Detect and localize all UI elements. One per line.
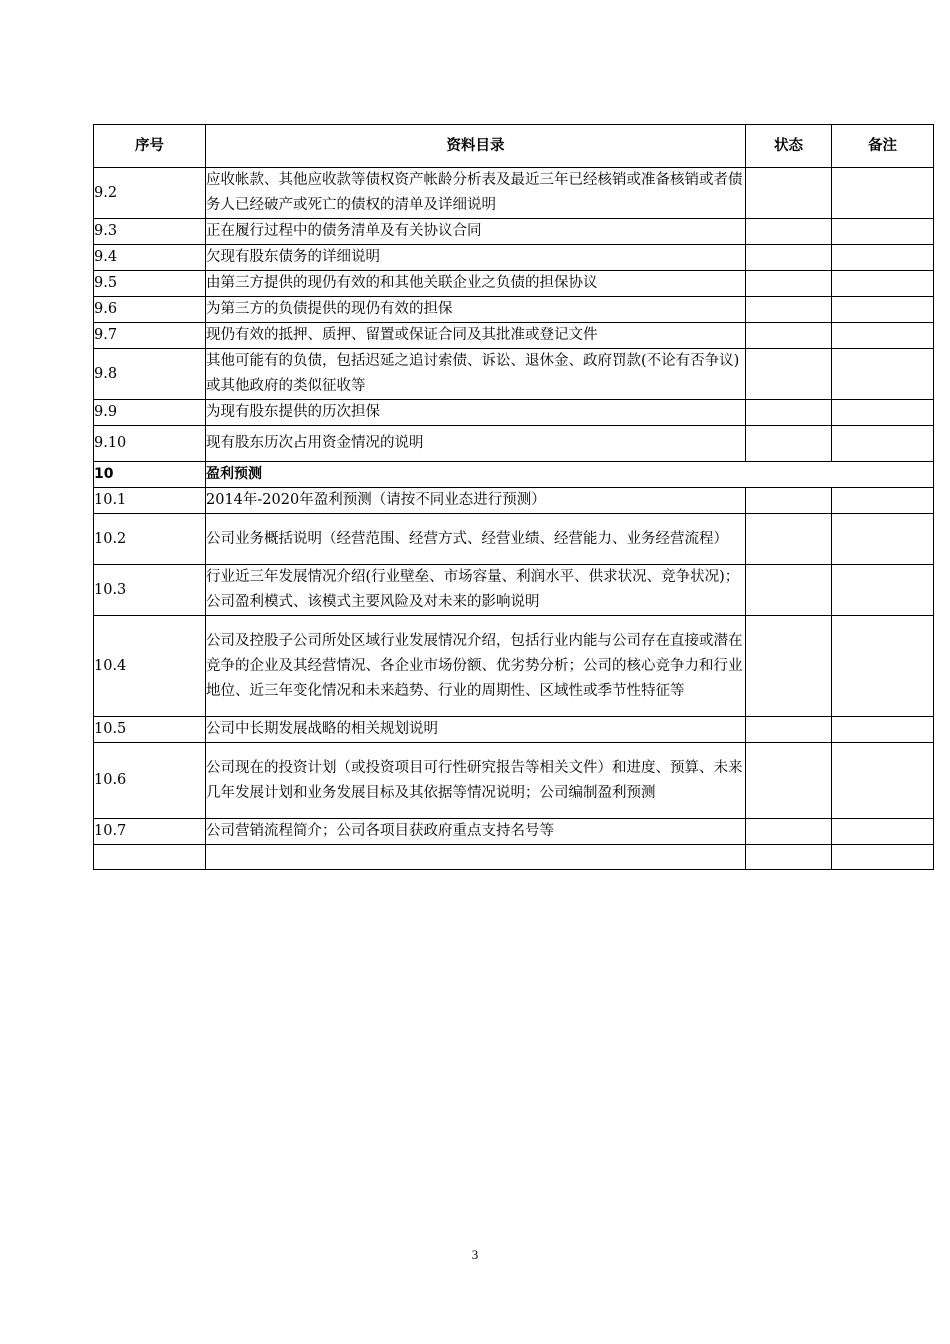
row-text: [206, 845, 746, 870]
row-status: [746, 426, 832, 462]
row-text: 为第三方的负债提供的现仍有效的担保: [206, 297, 746, 323]
row-text: 公司现在的投资计划（或投资项目可行性研究报告等相关文件）和进度、预算、未来几年发展计划和业务发展目标及其依据等情况说明；公司编制盈利预测: [206, 743, 746, 819]
header-title: 资料目录: [206, 125, 746, 168]
row-num: 10.1: [94, 488, 206, 514]
row-status: [746, 717, 832, 743]
row-status: [746, 245, 832, 271]
row-text: 现有股东历次占用资金情况的说明: [206, 426, 746, 462]
row-num: 10.7: [94, 819, 206, 845]
table-row: [94, 271, 934, 297]
header-num: 序号: [94, 125, 206, 168]
table-row: [94, 219, 934, 245]
row-num: [94, 845, 206, 870]
row-num: 9.2: [94, 168, 206, 219]
row-num: 10.3: [94, 565, 206, 616]
row-note: [832, 400, 934, 426]
row-num: 9.5: [94, 271, 206, 297]
row-status: [746, 271, 832, 297]
table-row: [94, 400, 934, 426]
section-num: 10: [94, 462, 206, 488]
row-note: [832, 349, 934, 400]
header-note: 备注: [832, 125, 934, 168]
row-text: 公司及控股子公司所处区域行业发展情况介绍，包括行业内能与公司存在直接或潜在竞争的企业及其经营情况、各企业市场份额、优劣势分析；公司的核心竞争力和行业地位、近三年变化情况和未来趋势、行业的周期性、区域性或季节性特征等: [206, 616, 746, 717]
row-status: [746, 219, 832, 245]
row-note: [832, 514, 934, 565]
row-num: 10.5: [94, 717, 206, 743]
table-row: [94, 297, 934, 323]
row-status: [746, 845, 832, 870]
row-num: 9.3: [94, 219, 206, 245]
row-status: [746, 168, 832, 219]
table-row: [94, 845, 934, 870]
section-row: [94, 462, 934, 488]
row-status: [746, 565, 832, 616]
table-row: [94, 168, 934, 219]
table-row: [94, 616, 934, 717]
page-number: 3: [471, 1247, 479, 1262]
row-num: 10.6: [94, 743, 206, 819]
row-num: 9.6: [94, 297, 206, 323]
section-title: 盈利预测: [206, 462, 934, 488]
table-row: [94, 488, 934, 514]
header-status: 状态: [746, 125, 832, 168]
row-note: [832, 819, 934, 845]
table-row: [94, 565, 934, 616]
row-num: 10.2: [94, 514, 206, 565]
row-note: [832, 168, 934, 219]
row-status: [746, 323, 832, 349]
row-num: 9.9: [94, 400, 206, 426]
row-text: 正在履行过程中的债务清单及有关协议合同: [206, 219, 746, 245]
row-text: 由第三方提供的现仍有效的和其他关联企业之负债的担保协议: [206, 271, 746, 297]
row-status: [746, 349, 832, 400]
row-status: [746, 616, 832, 717]
table-row: [94, 426, 934, 462]
table-row: [94, 743, 934, 819]
row-note: [832, 743, 934, 819]
row-num: 9.8: [94, 349, 206, 400]
row-num: 9.7: [94, 323, 206, 349]
row-note: [832, 323, 934, 349]
row-status: [746, 819, 832, 845]
row-text: 公司中长期发展战略的相关规划说明: [206, 717, 746, 743]
row-note: [832, 717, 934, 743]
row-status: [746, 400, 832, 426]
row-num: 10.4: [94, 616, 206, 717]
row-note: [832, 297, 934, 323]
table-header-row: [94, 125, 934, 168]
table-row: [94, 245, 934, 271]
document-table: [93, 124, 934, 870]
table-row: [94, 349, 934, 400]
row-note: [832, 219, 934, 245]
row-text: 行业近三年发展情况介绍(行业壁垒、市场容量、利润水平、供求状况、竞争状况)；公司盈利模式、该模式主要风险及对未来的影响说明: [206, 565, 746, 616]
row-status: [746, 488, 832, 514]
row-num: 9.4: [94, 245, 206, 271]
table-row: [94, 819, 934, 845]
row-status: [746, 297, 832, 323]
table-row: [94, 323, 934, 349]
row-text: 欠现有股东债务的详细说明: [206, 245, 746, 271]
row-status: [746, 743, 832, 819]
row-note: [832, 271, 934, 297]
table-row: [94, 514, 934, 565]
row-text: 应收帐款、其他应收款等债权资产帐龄分析表及最近三年已经核销或准备核销或者债务人已经破产或死亡的债权的清单及详细说明: [206, 168, 746, 219]
row-note: [832, 845, 934, 870]
row-text: 现仍有效的抵押、质押、留置或保证合同及其批准或登记文件: [206, 323, 746, 349]
row-text: 2014年-2020年盈利预测（请按不同业态进行预测）: [206, 488, 746, 514]
row-note: [832, 565, 934, 616]
row-status: [746, 514, 832, 565]
row-note: [832, 426, 934, 462]
table-row: [94, 717, 934, 743]
row-note: [832, 488, 934, 514]
row-text: 公司业务概括说明（经营范围、经营方式、经营业绩、经营能力、业务经营流程）: [206, 514, 746, 565]
row-text: 为现有股东提供的历次担保: [206, 400, 746, 426]
row-note: [832, 245, 934, 271]
row-text: 公司营销流程简介；公司各项目获政府重点支持名号等: [206, 819, 746, 845]
row-note: [832, 616, 934, 717]
row-num: 9.10: [94, 426, 206, 462]
row-text: 其他可能有的负债，包括迟延之追讨索债、诉讼、退休金、政府罚款(不论有否争议)或其他政府的类似征收等: [206, 349, 746, 400]
